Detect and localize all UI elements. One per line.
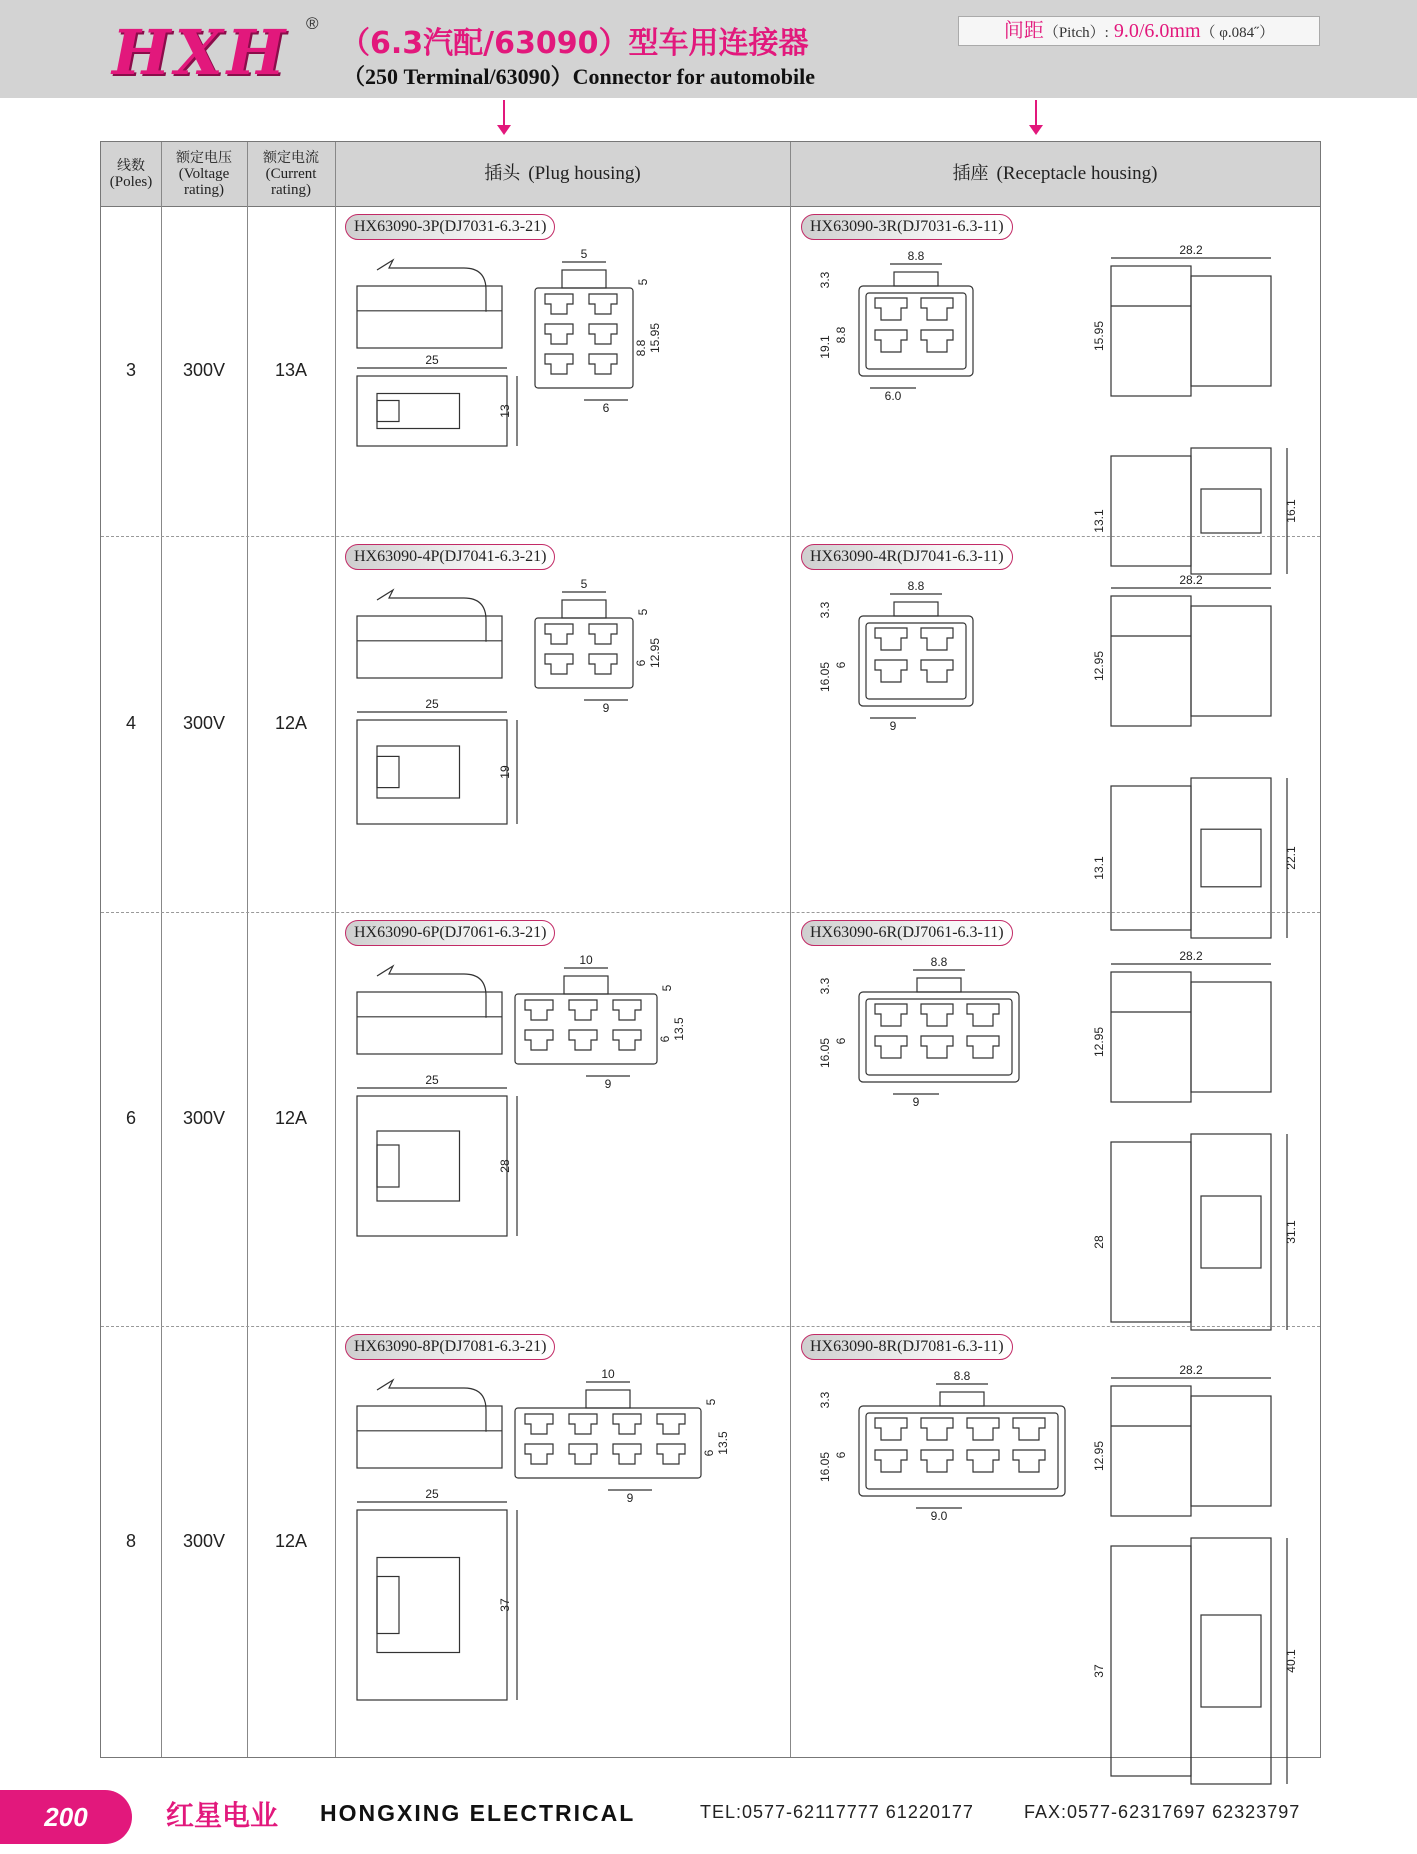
dim-d2-label: 31.1 xyxy=(1284,1220,1298,1244)
front-view-drawing xyxy=(515,1382,701,1490)
dim-top-label: 8.8 xyxy=(907,579,925,593)
receptacle-drawing xyxy=(801,949,1321,1324)
plug-drawing xyxy=(345,576,790,910)
receptacle-front-drawing xyxy=(859,264,973,388)
dim-width-label: 28.2 xyxy=(1179,573,1203,587)
side-view-drawing xyxy=(357,260,502,348)
plug-drawing xyxy=(345,952,790,1324)
dim-bottom-label: 9 xyxy=(889,719,897,733)
page-number: 200 xyxy=(0,1790,132,1844)
dim-b-label: 16.05 xyxy=(818,1037,832,1069)
receptacle-side-drawing xyxy=(1111,588,1271,726)
dim-top-label: 10 xyxy=(601,1367,615,1381)
receptacle-part-number: HX63090-4R(DJ7041-6.3-11) xyxy=(801,544,1013,570)
plug-part-number: HX63090-8P(DJ7081-6.3-21) xyxy=(345,1334,555,1360)
receptacle-top-drawing xyxy=(1111,1134,1287,1330)
dim-top-label: 10 xyxy=(579,953,593,967)
dim-bottom-label: 6 xyxy=(602,401,610,415)
front-view-drawing xyxy=(515,968,657,1076)
dim-b-label: 16.05 xyxy=(818,1451,832,1483)
dim-width-label: 28.2 xyxy=(1179,1363,1203,1377)
pitch-box xyxy=(958,16,1320,46)
dim-length-label: 25 xyxy=(425,1487,439,1501)
dim-bottom-label: 9 xyxy=(626,1491,634,1505)
dim-side-label: 5 xyxy=(636,608,650,616)
dim-side-label: 5 xyxy=(660,984,674,992)
pitch-extra: （ φ.084˝） xyxy=(1200,25,1275,41)
receptacle-side-drawing xyxy=(1111,1378,1271,1516)
plug-part-number: HX63090-4P(DJ7041-6.3-21) xyxy=(345,544,555,570)
row-current: 12A xyxy=(274,713,308,733)
dim-bottom-label: 9.0 xyxy=(930,1509,948,1523)
dim-h2-label: 13.5 xyxy=(716,1431,730,1455)
pitch-value: 9.0/6.0mm xyxy=(1113,20,1201,42)
plug-drawing xyxy=(345,1366,790,1755)
title-chinese: （6.3汽配/63090）型车用连接器 xyxy=(340,26,809,61)
dim-bottom-label: 9 xyxy=(912,1095,920,1109)
telephone: TEL:0577-62117777 61220177 xyxy=(700,1802,974,1822)
company-name-cn: 红星电业 xyxy=(166,1799,279,1832)
company-name-en: HONGXING ELECTRICAL xyxy=(320,1800,636,1826)
dim-a-label: 3.3 xyxy=(818,601,832,619)
header-receptacle-housing: 插座 (Receptacle housing) xyxy=(952,163,1158,184)
dim-h1-label: 6 xyxy=(658,1035,672,1043)
dim-c-label: 6 xyxy=(834,1451,848,1459)
plug-arrow-icon xyxy=(503,100,505,126)
dim-height-label: 15.95 xyxy=(1092,320,1106,352)
dim-h1-label: 8.8 xyxy=(634,339,648,357)
side-view-drawing xyxy=(357,590,502,678)
receptacle-part-number: HX63090-6R(DJ7061-6.3-11) xyxy=(801,920,1013,946)
header-poles: 线数 (Poles) xyxy=(109,158,153,190)
title-english: （250 Terminal/63090）Connector for automobile xyxy=(343,64,815,89)
brand-logo: HXH xyxy=(112,16,290,89)
dim-side-label: 5 xyxy=(704,1398,718,1406)
plug-part-number: HX63090-6P(DJ7061-6.3-21) xyxy=(345,920,555,946)
receptacle-drawing xyxy=(801,1363,1321,1755)
receptacle-top-drawing xyxy=(1111,778,1287,938)
dim-c-label: 8.8 xyxy=(834,326,848,344)
dim-d1-label: 13.1 xyxy=(1092,856,1106,880)
receptacle-drawing xyxy=(801,243,1321,534)
row-voltage: 300V xyxy=(182,1530,226,1551)
dim-d2-label: 22.1 xyxy=(1284,846,1298,870)
header-voltage: 额定电压 (Voltage rating) xyxy=(176,150,232,198)
dim-h1-label: 6 xyxy=(702,1449,716,1457)
dim-h1-label: 6 xyxy=(634,659,648,667)
dim-c-label: 6 xyxy=(834,661,848,669)
dim-h2-label: 12.95 xyxy=(648,637,662,669)
row-voltage: 300V xyxy=(182,360,226,380)
dim-d2-label: 40.1 xyxy=(1284,1649,1298,1673)
dim-depth-label: 37 xyxy=(498,1598,512,1612)
front-view-drawing xyxy=(535,262,633,400)
receptacle-top-drawing xyxy=(1111,448,1287,574)
dim-depth-label: 19 xyxy=(498,765,512,779)
receptacle-side-drawing xyxy=(1111,964,1271,1102)
side-view-drawing xyxy=(357,1380,502,1468)
row-voltage: 300V xyxy=(182,1108,226,1128)
receptacle-side-drawing xyxy=(1111,258,1271,396)
pitch-label-en: （Pitch）: xyxy=(1043,25,1109,41)
dim-top-label: 8.8 xyxy=(930,955,948,969)
dim-b-label: 19.1 xyxy=(818,335,832,359)
dim-a-label: 3.3 xyxy=(818,1391,832,1409)
dim-height-label: 12.95 xyxy=(1092,650,1106,682)
pitch-label-cn: 间距 xyxy=(1003,20,1044,42)
dim-bottom-label: 9 xyxy=(604,1077,612,1091)
dim-h2-label: 13.5 xyxy=(672,1017,686,1041)
dim-d1-label: 37 xyxy=(1092,1664,1106,1678)
top-view-drawing xyxy=(357,1088,517,1236)
dim-height-label: 12.95 xyxy=(1092,1026,1106,1058)
dim-h2-label: 15.95 xyxy=(648,322,662,354)
dim-side-label: 5 xyxy=(636,278,650,286)
dim-top-label: 8.8 xyxy=(907,249,925,263)
dim-top-label: 5 xyxy=(580,577,588,591)
row-poles: 6 xyxy=(125,1108,136,1128)
row-current: 13A xyxy=(274,360,308,380)
dim-b-label: 16.05 xyxy=(818,661,832,693)
dim-height-label: 12.95 xyxy=(1092,1440,1106,1472)
row-poles: 8 xyxy=(125,1530,136,1551)
registered-mark: ® xyxy=(306,14,319,33)
dim-depth-label: 28 xyxy=(498,1159,512,1173)
dim-d1-label: 13.1 xyxy=(1092,509,1106,533)
page-header xyxy=(0,0,1417,98)
header-plug-housing: 插头 (Plug housing) xyxy=(484,163,641,184)
row-current: 12A xyxy=(274,1530,308,1551)
dim-length-label: 25 xyxy=(425,697,439,711)
dim-width-label: 28.2 xyxy=(1179,949,1203,963)
side-view-drawing xyxy=(357,966,502,1054)
row-poles: 3 xyxy=(125,360,136,380)
row-current: 12A xyxy=(274,1108,308,1128)
dim-depth-label: 13 xyxy=(498,404,512,418)
plug-part-number: HX63090-3P(DJ7031-6.3-21) xyxy=(345,214,555,240)
dim-d2-label: 16.1 xyxy=(1284,499,1298,523)
dim-length-label: 25 xyxy=(425,1073,439,1087)
receptacle-front-drawing xyxy=(859,1384,1065,1508)
plug-drawing xyxy=(345,246,790,534)
dim-a-label: 3.3 xyxy=(818,271,832,289)
connector-table xyxy=(100,141,1321,1758)
receptacle-drawing xyxy=(801,573,1321,910)
top-view-drawing xyxy=(357,712,517,824)
header-current: 额定电流 (Current rating) xyxy=(263,150,319,198)
dim-c-label: 6 xyxy=(834,1037,848,1045)
dim-top-label: 5 xyxy=(580,247,588,261)
row-poles: 4 xyxy=(125,713,136,733)
dim-bottom-label: 9 xyxy=(602,701,610,715)
receptacle-top-drawing xyxy=(1111,1538,1287,1784)
row-voltage: 300V xyxy=(182,713,226,733)
receptacle-front-drawing xyxy=(859,970,1019,1094)
top-view-drawing xyxy=(357,368,517,446)
dim-width-label: 28.2 xyxy=(1179,243,1203,257)
fax: FAX:0577-62317697 62323797 xyxy=(1024,1802,1301,1822)
receptacle-part-number: HX63090-8R(DJ7081-6.3-11) xyxy=(801,1334,1013,1360)
receptacle-arrow-icon xyxy=(1035,100,1037,126)
receptacle-part-number: HX63090-3R(DJ7031-6.3-11) xyxy=(801,214,1013,240)
dim-a-label: 3.3 xyxy=(818,977,832,995)
dim-top-label: 8.8 xyxy=(953,1369,971,1383)
front-view-drawing xyxy=(535,592,633,700)
dim-length-label: 25 xyxy=(425,353,439,367)
dim-d1-label: 28 xyxy=(1092,1235,1106,1249)
top-view-drawing xyxy=(357,1502,517,1700)
receptacle-front-drawing xyxy=(859,594,973,718)
dim-bottom-label: 6.0 xyxy=(884,389,902,403)
